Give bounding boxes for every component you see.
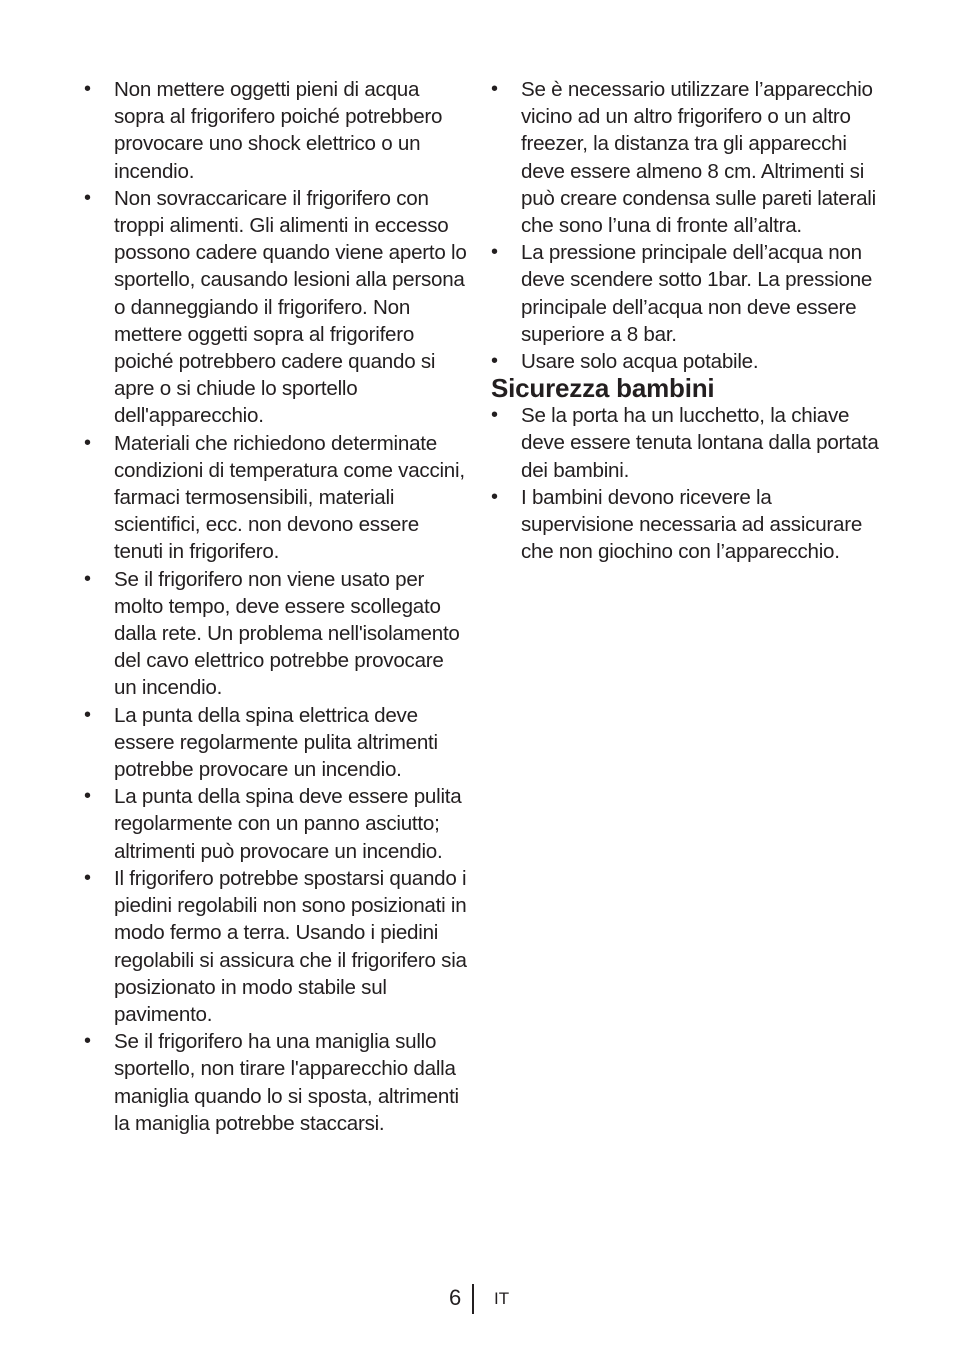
list-item: [491, 76, 883, 239]
list-item: [84, 865, 470, 1028]
list-item-text: Usare solo acqua potabile.: [521, 350, 759, 374]
bullet-icon: •: [84, 703, 91, 726]
page-number: 6: [449, 1285, 462, 1310]
list-item-text: Il frigorifero potrebbe spostarsi quando i piedini regolabili non sono posizionati in modo fermo a terra. Usando i piedini regolabili si assicura che il frigorifero sia posizionato in modo stabile sul pavimento.: [114, 866, 467, 1026]
list-item: [84, 430, 470, 566]
bullet-icon: •: [491, 241, 498, 264]
list-item-text: La pressione principale dell’acqua non deve scendere sotto 1bar. La pressione principale dell’acqua non deve essere superiore a 8 bar.: [521, 241, 873, 346]
list-item-text: Se il frigorifero ha una maniglia sullo sportello, non tirare l'apparecchio dalla maniglia quando lo si sposta, altrimenti la maniglia potrebbe staccarsi.: [114, 1030, 459, 1135]
list-item-text: La punta della spina elettrica deve essere regolarmente pulita altrimenti potrebbe provocare un incendio.: [114, 703, 438, 782]
list-item-text: La punta della spina deve essere pulita regolarmente con un panno asciutto; altrimenti può provocare un incendio.: [114, 785, 462, 863]
list-item-text: Materiali che richiedono determinate condizioni di temperatura come vaccini, farmaci termosensibili, materiali scientifici, ecc. non devono essere tenuti in frigorifero.: [114, 431, 465, 564]
section-title-child-safety: Sicurezza bambini: [491, 373, 715, 404]
bullet-icon: •: [491, 78, 498, 100]
list-item: [84, 76, 470, 185]
bullet-icon: •: [84, 866, 91, 889]
language-code: IT: [494, 1289, 510, 1308]
bullet-icon: •: [84, 785, 91, 808]
safety-list-left: [84, 76, 470, 1137]
bullet-icon: •: [84, 78, 91, 100]
footer-divider: [472, 1284, 474, 1314]
child-safety-list: [491, 402, 883, 565]
bullet-icon: •: [491, 404, 498, 427]
bullet-icon: •: [84, 431, 91, 454]
list-item: [84, 1028, 470, 1137]
list-item: [84, 185, 470, 430]
list-item: [84, 783, 470, 865]
list-item: [491, 402, 883, 484]
bullet-icon: •: [491, 485, 498, 508]
list-item: [84, 702, 470, 784]
right-column: [491, 76, 883, 565]
list-item: [491, 484, 883, 566]
safety-list-right: [491, 76, 883, 375]
list-item-text: Se è necessario utilizzare l’apparecchio vicino ad un altro frigorifero o un altro freezer, la distanza tra gli apparecchi deve essere almeno 8 cm. Altrimenti si può creare condensa sulle pareti laterali che sono l’una di fronte all’altra.: [521, 78, 876, 238]
list-item: [491, 239, 883, 348]
list-item-text: I bambini devono ricevere la supervisione necessaria ad assicurare che non giochino con l’apparecchio.: [521, 485, 863, 564]
bullet-icon: •: [84, 186, 91, 209]
bullet-icon: •: [491, 350, 498, 373]
list-item-text: Se la porta ha un lucchetto, la chiave deve essere tenuta lontana dalla portata dei bambini.: [521, 404, 879, 482]
list-item-text: Se il frigorifero non viene usato per molto tempo, deve essere scollegato dalla rete. Un problema nell'isolamento del cavo elettrico potrebbe provocare un incendio.: [114, 567, 460, 700]
list-item-text: Non sovraccaricare il frigorifero con troppi alimenti. Gli alimenti in eccesso possono cadere quando viene aperto lo sportello, causando lesioni alla persona o danneggiando il frigorifero. Non mettere oggetti sopra al frigorifero poiché potrebbero cadere quando si apre o si chiude lo sportello dell'apparecchio.: [114, 186, 467, 428]
list-item-text: Non mettere oggetti pieni di acqua sopra al frigorifero poiché potrebbero provocare uno shock elettrico o un incendio.: [114, 78, 443, 183]
list-item: [491, 348, 883, 375]
list-item: [84, 566, 470, 702]
bullet-icon: •: [84, 567, 91, 590]
page-footer: [0, 1283, 954, 1315]
bullet-icon: •: [84, 1030, 91, 1053]
left-column: [84, 76, 470, 1137]
